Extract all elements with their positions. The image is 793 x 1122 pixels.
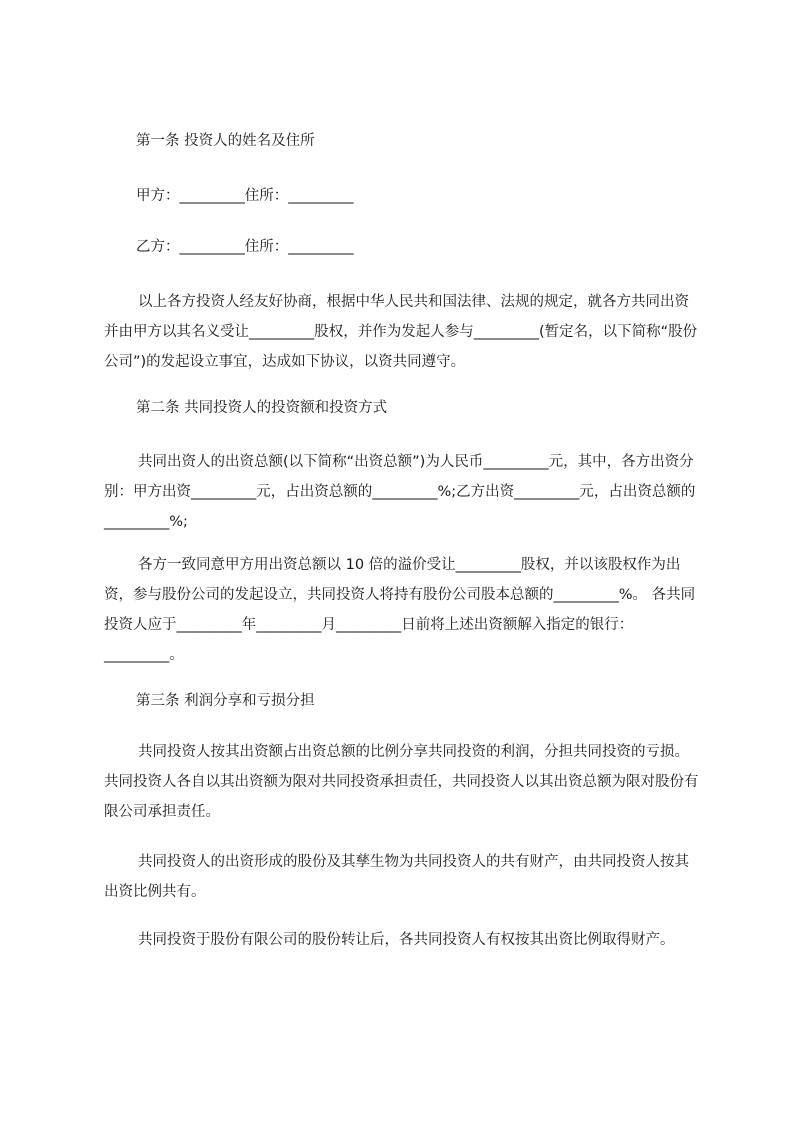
article-3-paragraph-3: 共同投资于股份有限公司的股份转让后，各共同投资人有权按其出资比例取得财产。	[138, 932, 675, 948]
article-2-heading: 第二条 共同投资人的投资额和投资方式	[136, 400, 388, 416]
article-3-paragraph-1: 共同投资人按其出资额占出资总额的比例分享共同投资的利润，分担共同投资的亏损。 共同投资人各自以其出资额为限对共同投资承担责任，共同投资人以其出资总额为限对股份有限公司承担责任。	[104, 744, 699, 820]
intro-paragraph: 以上各方投资人经友好协商，根据中华人民共和国法律、法规的规定，就各方共同出资并由甲方以其名义受让_________股权，并作为发起人参与_________(暂定名，以下简称“股份公司”)的发起设立事宜，达成如下协议，以资共同遵守。	[104, 294, 698, 370]
article-1-heading: 第一条 投资人的姓名及住所	[136, 133, 315, 149]
article-3-paragraph-2: 共同投资人的出资形成的股份及其孳生物为共同投资人的共有财产，由共同投资人按其出资比例共有。	[104, 854, 689, 900]
article-2-paragraph-1: 共同出资人的出资总额(以下简称“出资总额”)为人民币_________元，其中，各方出资分别：甲方出资_________元，占出资总额的_________%;乙方出资_________元，占出资总额的_________%;	[104, 454, 696, 530]
article-3-heading: 第三条 利润分享和亏损分担	[136, 693, 315, 709]
party-b-line: 乙方：_________住所：_________	[136, 239, 354, 255]
party-a-line: 甲方：_________住所：_________	[136, 188, 354, 204]
article-2-paragraph-2: 各方一致同意甲方用出资总额以 10 倍的溢价受让_________股权，并以该股权作为出资，参与股份公司的发起设立，共同投资人将持有股份公司股本总额的_________%。 各共同投资人应于_________年_________月_________日前将上述出资额解入指定的银行：_________。	[104, 557, 696, 663]
